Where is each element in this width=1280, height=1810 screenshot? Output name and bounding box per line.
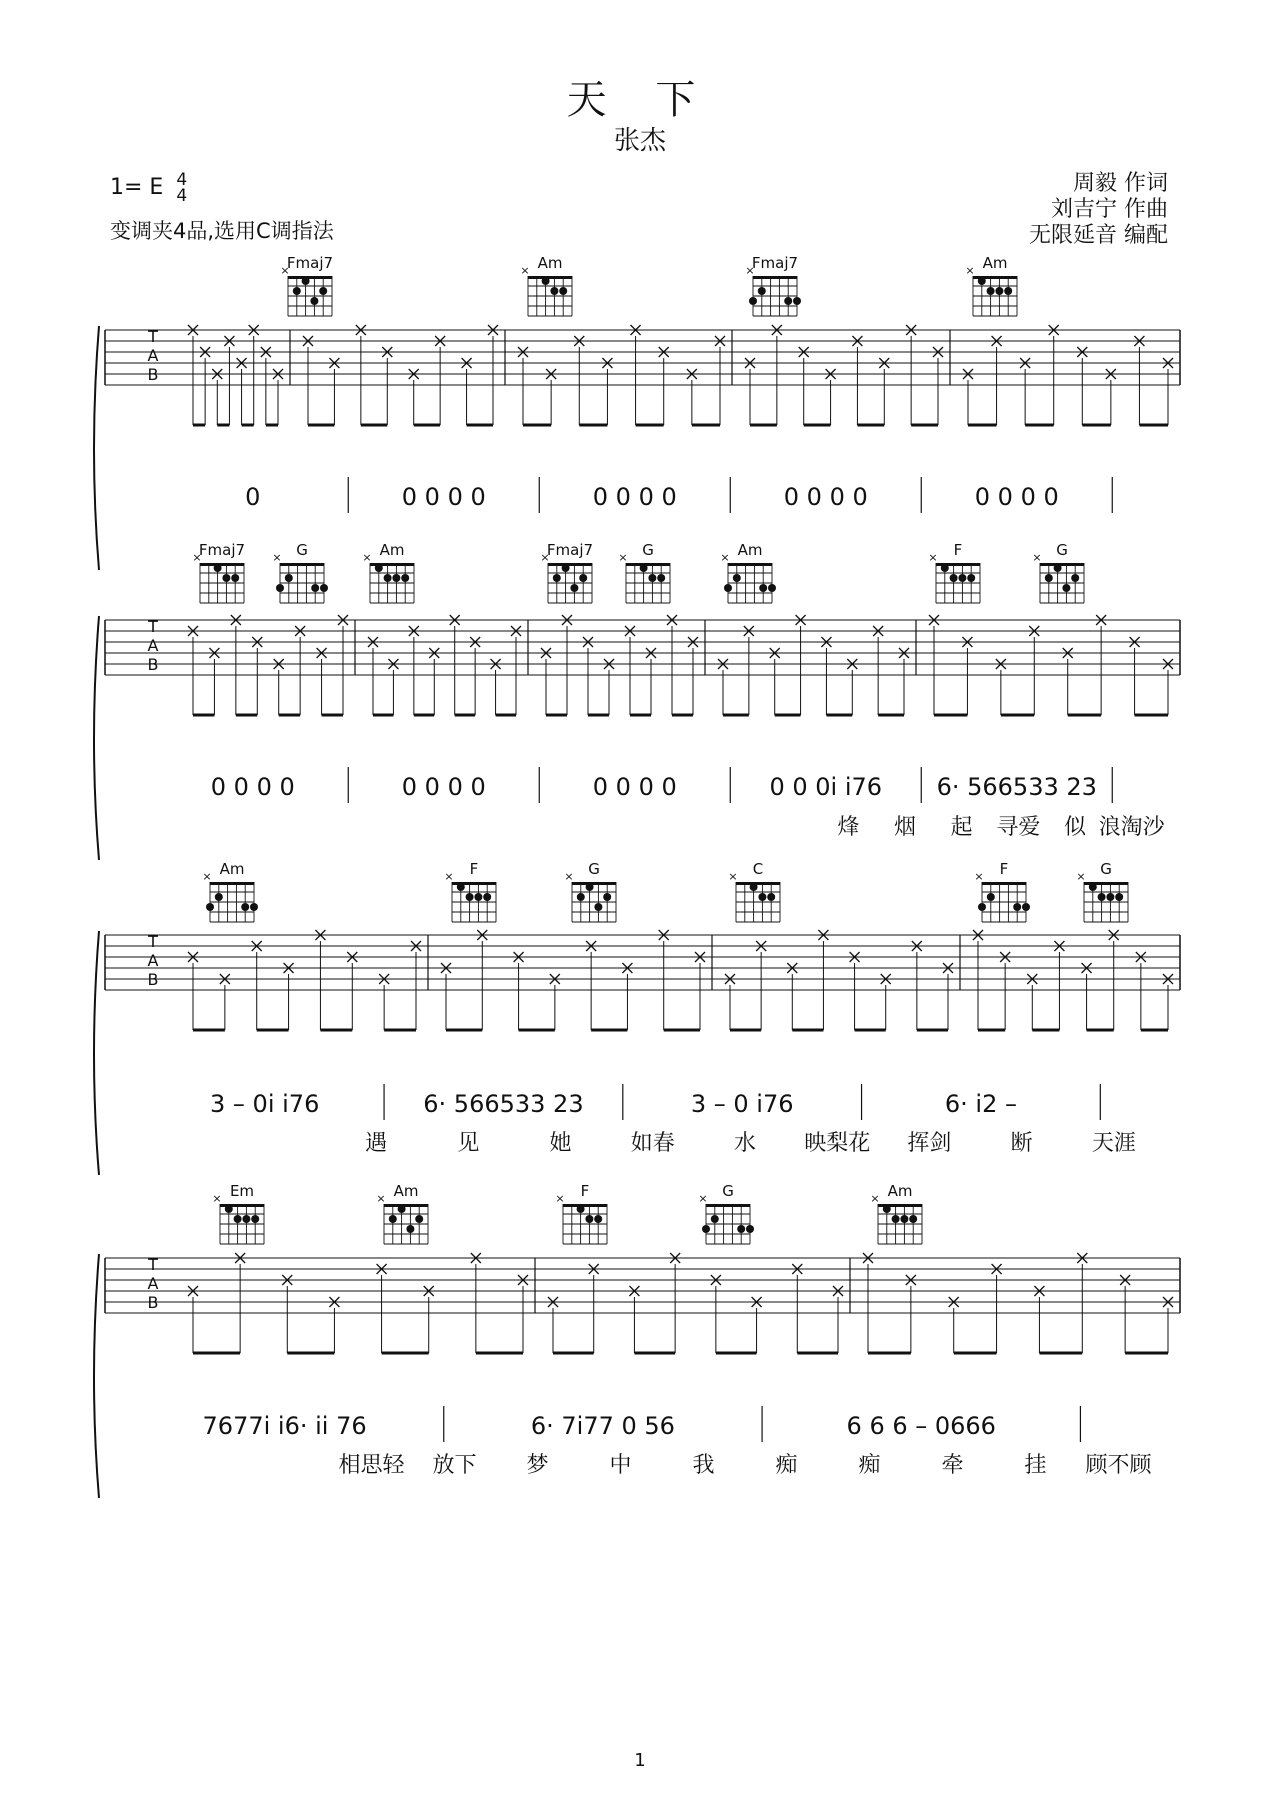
song-title: 天 下 [566,77,714,123]
chord-name: F [580,1182,590,1200]
chord-nut [563,1204,607,1207]
chord-mute-mark: × [745,264,755,277]
jianpu-measure: 0 0 0 0 [401,773,486,801]
chord-dot [883,1205,891,1213]
chord-dot [737,1225,745,1233]
tab-clef-letter: T [148,617,158,636]
chord-name: Fmaj7 [286,254,334,272]
chord-name: F [469,860,479,878]
chord-mute-mark: × [974,870,984,883]
chord-dot [562,564,570,572]
chord-mute-mark: × [362,551,372,564]
chord-mute-mark: × [280,264,290,277]
chord-name: G [1100,860,1112,878]
chord-dot [793,297,801,305]
chord-name: Fmaj7 [546,541,594,559]
chord-nut [728,563,772,566]
chord-dot [483,893,491,901]
chord-mute-mark: × [376,1192,386,1205]
chord-dot [384,574,392,582]
chord-name: Am [219,860,245,878]
chord-dot [214,564,222,572]
lyricist-credit: 周毅 作词 [1073,171,1168,196]
chord-dot [1022,903,1030,911]
chord-dot [559,287,567,295]
chord-dot [231,574,239,582]
chord-nut [626,563,670,566]
lyric-syllable: 挥剑 [907,1131,952,1156]
chord-name: Fmaj7 [198,541,246,559]
chord-dot [950,574,958,582]
chord-dot [978,277,986,285]
chord-dot [1045,574,1053,582]
chord-dot [711,1215,719,1223]
chord-nut [280,563,324,566]
chord-dot [550,287,558,295]
time-sig-bottom: 4 [176,186,188,206]
lyric-syllable: 烟 [893,815,917,840]
lyric-syllable: 痴 [858,1453,881,1478]
tab-clef-letter: B [147,655,159,674]
chord-dot [406,1225,414,1233]
chord-dot [749,297,757,305]
chord-name: G [296,541,308,559]
chord-dot [1089,883,1097,891]
lyric-syllable: 我 [692,1453,715,1478]
chord-dot [758,287,766,295]
chord-name: Am [537,254,563,272]
lyric-syllable: 烽 [837,815,860,840]
lyric-syllable: 挂 [1024,1453,1047,1478]
chord-mute-mark: × [555,1192,565,1205]
lyric-syllable: 如春 [630,1131,675,1156]
chord-nut [210,882,254,885]
chord-name: G [588,860,600,878]
chord-dot [401,574,409,582]
chord-mute-mark: × [870,1192,880,1205]
lyric-syllable: 似 [1063,815,1087,840]
lyric-syllable: 放下 [432,1453,477,1478]
lyric-syllable: 相思轻 [338,1453,405,1478]
chord-dot [585,1215,593,1223]
chord-dot [311,584,319,592]
tab-clef-letter: A [147,951,159,970]
tab-clef-letter: T [148,327,158,346]
chord-dot [758,893,766,901]
chord-nut [528,276,572,279]
chord-dot [398,1205,406,1213]
chord-dot [640,564,648,572]
chord-dot [1115,893,1123,901]
lyric-syllable: 断 [1010,1131,1033,1156]
chord-dot [276,584,284,592]
jianpu-measure: 7677i i6· ii 76 [202,1412,367,1440]
jianpu-measure: 0 0 0i i76 [769,773,883,801]
jianpu-measure: 3 – 0i i76 [210,1090,320,1118]
chord-mute-mark: × [965,264,975,277]
tab-clef-letter: B [147,1293,159,1312]
chord-dot [542,277,550,285]
jianpu-measure: 0 0 0 0 [210,773,295,801]
lyric-syllable: 梦 [526,1453,549,1478]
artist-name: 张杰 [613,126,666,156]
tab-clef-letter: T [148,932,158,951]
lyric-syllable: 见 [457,1131,480,1156]
chord-dot [1013,903,1021,911]
chord-dot [474,893,482,901]
chord-dot [570,584,578,592]
chord-mute-mark: × [928,551,938,564]
chord-nut [548,563,592,566]
jianpu-measure: 6· 566533 23 [936,773,1097,801]
chord-dot [657,574,665,582]
jianpu-measure: 6· 566533 23 [423,1090,584,1118]
chord-name: Fmaj7 [751,254,799,272]
chord-name: Em [229,1182,255,1200]
chord-mute-mark: × [202,870,212,883]
jianpu-measure: 3 – 0 i76 [690,1090,794,1118]
arranger-credit: 无限延音 编配 [1029,223,1168,248]
chord-dot [577,1205,585,1213]
chord-dot [222,574,230,582]
chord-name: Am [737,541,763,559]
chord-dot [1054,564,1062,572]
tab-clef-letter: A [147,346,159,365]
chord-name: G [642,541,654,559]
chord-name: Am [379,541,405,559]
chord-dot [958,574,966,582]
jianpu-measure: 0 0 0 0 [974,483,1059,511]
lyric-syllable: 遇 [365,1131,388,1156]
chord-dot [293,287,301,295]
chord-dot [251,1215,259,1223]
chord-dot [1004,287,1012,295]
chord-dot [648,574,656,582]
chord-dot [225,1205,233,1213]
chord-dot [206,903,214,911]
chord-dot [242,1215,250,1223]
chord-nut [736,882,780,885]
key-prefix: 1= E [110,175,164,200]
jianpu-measure: 6 6 6 – 0666 [846,1412,996,1440]
chord-name: C [752,860,764,878]
chord-dot [768,584,776,592]
lyric-syllable: 牵 [941,1453,964,1478]
chord-dot [724,584,732,592]
chord-nut [384,1204,428,1207]
chord-dot [967,574,975,582]
jianpu-measure: 6· i2 – [944,1090,1017,1118]
composer-credit: 刘吉宁 作曲 [1051,197,1168,222]
lyric-syllable: 起 [950,815,973,840]
chord-mute-mark: × [1032,551,1042,564]
chord-name: Am [393,1182,419,1200]
chord-name: Am [982,254,1008,272]
chord-mute-mark: × [618,551,628,564]
system-bracket [94,616,99,860]
chord-dot [892,1215,900,1223]
chord-mute-mark: × [272,551,282,564]
page-number: 1 [634,1750,646,1771]
chord-dot [320,584,328,592]
chord-nut [572,882,616,885]
chord-dot [978,903,986,911]
lyric-syllable: 浪淘沙 [1098,815,1165,840]
jianpu-measure: 0 0 0 0 [592,483,677,511]
lyric-syllable: 天涯 [1091,1131,1136,1156]
chord-dot [466,893,474,901]
chord-dot [1098,893,1106,901]
chord-dot [215,893,223,901]
chord-dot [389,1215,397,1223]
jianpu-measure: 0 0 0 0 [401,483,486,511]
chord-mute-mark: × [720,551,730,564]
chord-dot [553,574,561,582]
chord-dot [319,287,327,295]
lyric-syllable: 顾不顾 [1085,1453,1152,1478]
chord-dot [310,297,318,305]
chord-dot [302,277,310,285]
tab-clef-letter: A [147,636,159,655]
chord-dot [759,584,767,592]
chord-dot [285,574,293,582]
chord-dot [995,287,1003,295]
chord-mute-mark: × [520,264,530,277]
jianpu-measure: 6· 7i77 0 56 [530,1412,675,1440]
chord-mute-mark: × [728,870,738,883]
lyric-syllable: 她 [549,1131,572,1156]
chord-dot [457,883,465,891]
chord-mute-mark: × [564,870,574,883]
chord-nut [200,563,244,566]
tab-clef-letter: B [147,365,159,384]
chord-dot [250,903,258,911]
chord-mute-mark: × [192,551,202,564]
chord-dot [375,564,383,572]
chord-dot [594,1215,602,1223]
lyric-syllable: 水 [733,1131,757,1156]
lyric-syllable: 映梨花 [804,1131,871,1156]
system-bracket [94,931,99,1175]
chord-name: G [722,1182,734,1200]
chord-dot [1071,574,1079,582]
time-sig-top: 4 [176,170,188,190]
chord-dot [586,883,594,891]
chord-mute-mark: × [1076,870,1086,883]
system-bracket [94,1254,99,1498]
chord-dot [579,574,587,582]
chord-dot [987,287,995,295]
chord-mute-mark: × [698,1192,708,1205]
chord-dot [987,893,995,901]
chord-nut [1040,563,1084,566]
chord-name: G [1056,541,1068,559]
chord-nut [982,882,1026,885]
chord-dot [909,1215,917,1223]
chord-dot [392,574,400,582]
chord-dot [603,893,611,901]
jianpu-measure: 0 0 0 0 [592,773,677,801]
chord-dot [750,883,758,891]
chord-nut [753,276,797,279]
chord-dot [1062,584,1070,592]
lyric-syllable: 中 [609,1453,632,1478]
chord-dot [767,893,775,901]
chord-name: F [999,860,1009,878]
chord-dot [415,1215,423,1223]
chord-dot [702,1225,710,1233]
jianpu-measure: 0 0 0 0 [783,483,868,511]
chord-name: Am [887,1182,913,1200]
lyric-syllable: 痴 [775,1453,798,1478]
chord-dot [594,903,602,911]
chord-dot [941,564,949,572]
chord-dot [234,1215,242,1223]
chord-dot [1106,893,1114,901]
jianpu-measure: 0 [245,483,261,511]
chord-mute-mark: × [540,551,550,564]
chord-dot [900,1215,908,1223]
chord-mute-mark: × [212,1192,222,1205]
chord-mute-mark: × [444,870,454,883]
chord-dot [746,1225,754,1233]
chord-dot [733,574,741,582]
tab-clef-letter: T [148,1255,158,1274]
capo-note: 变调夹4品,选用C调指法 [110,219,334,243]
chord-nut [706,1204,750,1207]
chord-dot [577,893,585,901]
tab-clef-letter: B [147,970,159,989]
chord-nut [288,276,332,279]
chord-dot [241,903,249,911]
lyric-syllable: 寻爱 [996,815,1041,840]
chord-name: F [953,541,963,559]
tab-clef-letter: A [147,1274,159,1293]
system-bracket [94,326,99,570]
chord-dot [784,297,792,305]
